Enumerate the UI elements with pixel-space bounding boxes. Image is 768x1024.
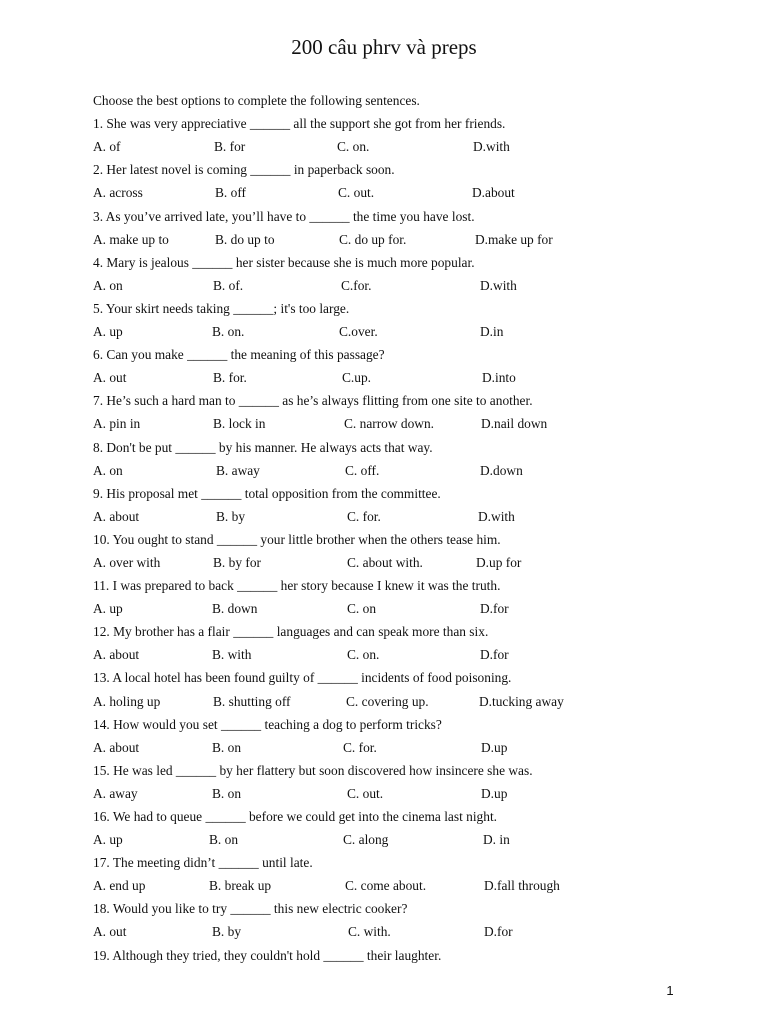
question-text: 4. Mary is jealous ______ her sister because she is much more popular.: [93, 254, 475, 270]
option-b: B. with: [212, 647, 252, 663]
option-a: A. pin in: [93, 416, 141, 432]
option-a: A. on: [93, 277, 123, 293]
option-d: D.down: [480, 462, 523, 478]
option-b: B. do up to: [215, 231, 275, 247]
option-a: A. up: [93, 601, 123, 617]
option-d: D.with: [473, 139, 510, 155]
question-item: [93, 947, 733, 993]
question-item: [93, 577, 733, 623]
option-b: B. on: [212, 785, 242, 801]
option-c: C. on.: [337, 139, 370, 155]
question-item: [93, 208, 733, 254]
answer-options: [93, 831, 733, 854]
question-text: 12. My brother has a flair ______ languages and can speak more than six.: [93, 624, 489, 640]
question-item: [93, 808, 733, 854]
question-item: [93, 762, 733, 808]
question-text: 13. A local hotel has been found guilty of ______ incidents of food poisoning.: [93, 670, 512, 686]
question-item: [93, 300, 733, 346]
question-item: [93, 115, 733, 161]
question-text: 1. She was very appreciative ______ all the support she got from her friends.: [93, 116, 506, 132]
option-b: B. by: [212, 924, 242, 940]
instruction-text: Choose the best options to complete the following sentences.: [93, 93, 420, 108]
option-d: D.for: [484, 924, 513, 940]
option-b: B. off: [215, 185, 246, 201]
page-title: 200 câu phrv và preps: [291, 35, 477, 59]
answer-options: [93, 554, 733, 577]
option-b: B. on.: [212, 324, 245, 340]
option-c: C. along: [343, 832, 389, 848]
option-a: A. about: [93, 647, 140, 663]
question-text: 9. His proposal met ______ total opposition from the committee.: [93, 485, 441, 501]
option-d: D.make up for: [475, 231, 553, 247]
option-c: C. do up for.: [339, 231, 407, 247]
option-d: D.up for: [476, 554, 522, 570]
option-c: C. off.: [345, 462, 380, 478]
option-a: A. out: [93, 370, 127, 386]
question-item: [93, 716, 733, 762]
question-text: 19. Although they tried, they couldn't hold ______ their laughter.: [93, 947, 442, 963]
answer-options: [93, 600, 733, 623]
option-d: D.fall through: [484, 878, 560, 894]
option-d: D.for: [480, 601, 509, 617]
question-item: [93, 485, 733, 531]
question-text: 18. Would you like to try ______ this new electric cooker?: [93, 901, 408, 917]
question-text: 8. Don't be put ______ by his manner. He always acts that way.: [93, 439, 433, 455]
option-c: C. covering up.: [346, 693, 429, 709]
option-a: A. across: [93, 185, 143, 201]
answer-options: [93, 323, 733, 346]
question-text: 6. Can you make ______ the meaning of this passage?: [93, 347, 385, 363]
answer-options: [93, 138, 733, 161]
option-b: B. lock in: [213, 416, 266, 432]
option-a: A. make up to: [93, 231, 169, 247]
answer-options: [93, 231, 733, 254]
question-text: 11. I was prepared to back ______ her story because I knew it was the truth.: [93, 578, 501, 594]
answer-options: [93, 877, 733, 900]
option-c: C. about with.: [347, 554, 423, 570]
answer-options: [93, 369, 733, 392]
question-item: [93, 439, 733, 485]
question-text: 10. You ought to stand ______ your little brother when the others tease him.: [93, 531, 501, 547]
option-b: B. on: [212, 739, 242, 755]
option-b: B. of.: [213, 277, 244, 293]
option-d: D.with: [478, 508, 515, 524]
option-b: B. by: [216, 508, 246, 524]
answer-options: [93, 277, 733, 300]
question-text: 7. He’s such a hard man to ______ as he’s always flitting from one site to another.: [93, 393, 533, 409]
question-item: [93, 161, 733, 207]
option-b: B. by for: [213, 554, 261, 570]
question-item: [93, 254, 733, 300]
option-b: B. away: [216, 462, 260, 478]
answer-options: [93, 693, 733, 716]
question-text: 16. We had to queue ______ before we could get into the cinema last night.: [93, 809, 498, 824]
option-a: A. end up: [93, 878, 146, 894]
option-c: C. with.: [348, 924, 391, 940]
option-d: D.in: [480, 324, 504, 340]
option-c: C. on: [347, 601, 377, 617]
question-list: [93, 115, 733, 993]
option-c: C. out.: [347, 785, 384, 801]
question-text: 5. Your skirt needs taking ______; it's too large.: [93, 300, 350, 316]
option-a: A. on: [93, 462, 123, 478]
answer-options: [93, 785, 733, 808]
option-b: B. down: [212, 601, 258, 617]
question-item: [93, 623, 733, 669]
answer-options: [93, 508, 733, 531]
option-c: C. narrow down.: [344, 416, 435, 432]
option-d: D.up: [481, 785, 508, 801]
question-item: [93, 669, 733, 715]
option-b: B. for: [214, 139, 246, 155]
option-a: A. up: [93, 832, 123, 848]
option-d: D. in: [483, 832, 510, 848]
option-a: A. of: [93, 139, 121, 155]
question-item: [93, 392, 733, 438]
option-c: C. for.: [343, 739, 377, 755]
option-b: B. for.: [213, 370, 247, 386]
option-c: C.for.: [341, 277, 372, 293]
answer-options: [93, 923, 733, 946]
question-text: 2. Her latest novel is coming ______ in paperback soon.: [93, 162, 395, 178]
option-a: A. over with: [93, 554, 161, 570]
option-a: A. holing up: [93, 693, 161, 709]
option-d: D.tucking away: [479, 693, 564, 709]
option-b: B. on: [209, 832, 239, 848]
option-b: B. break up: [209, 878, 272, 894]
option-c: C.over.: [339, 324, 378, 340]
option-d: D.nail down: [481, 416, 548, 432]
option-a: A. about: [93, 739, 140, 755]
question-text: 15. He was led ______ by her flattery but soon discovered how insincere she was.: [93, 762, 533, 778]
answer-options: [93, 462, 733, 485]
option-d: D.up: [481, 739, 508, 755]
option-a: A. away: [93, 785, 138, 801]
option-d: D.for: [480, 647, 509, 663]
option-d: D.about: [472, 185, 515, 201]
option-d: D.into: [482, 370, 516, 386]
option-c: C. for.: [347, 508, 381, 524]
option-c: C.up.: [342, 370, 372, 386]
question-text: 14. How would you set ______ teaching a dog to perform tricks?: [93, 716, 442, 732]
answer-options: [93, 184, 733, 207]
question-item: [93, 346, 733, 392]
question-item: [93, 531, 733, 577]
question-item: [93, 854, 733, 900]
question-text: 17. The meeting didn’t ______ until late.: [93, 855, 313, 871]
answer-options: [93, 415, 733, 438]
option-c: C. out.: [338, 185, 375, 201]
answer-options: [93, 646, 733, 669]
answer-options: [93, 739, 733, 762]
page-number: 1: [666, 983, 674, 998]
option-b: B. shutting off: [213, 693, 291, 709]
option-d: D.with: [480, 277, 517, 293]
question-item: [93, 900, 733, 946]
question-text: 3. As you’ve arrived late, you’ll have to ______ the time you have lost.: [93, 208, 475, 224]
option-c: C. come about.: [345, 878, 427, 894]
option-a: A. about: [93, 508, 140, 524]
option-c: C. on.: [347, 647, 380, 663]
option-a: A. out: [93, 924, 127, 940]
option-a: A. up: [93, 324, 123, 340]
